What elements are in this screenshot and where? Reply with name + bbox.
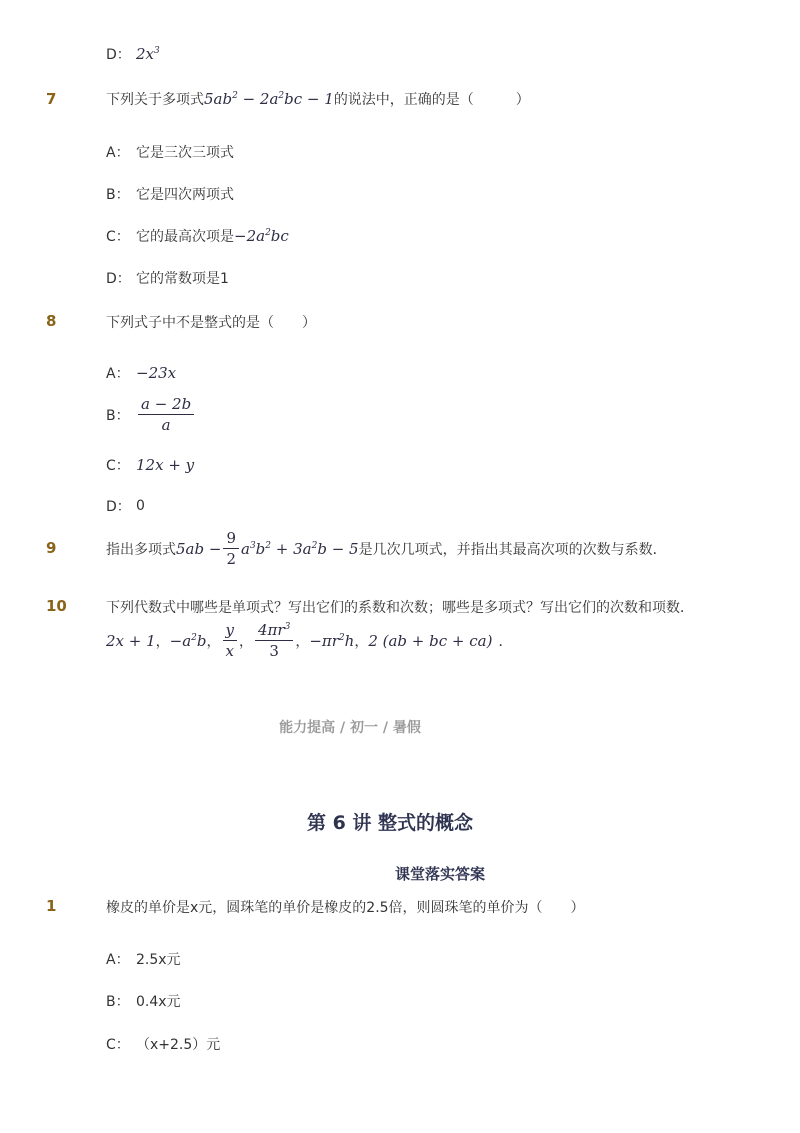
expression-1: 2x + 1 [106, 631, 156, 650]
question-text: 橡皮的单价是x元，圆珠笔的单价是橡皮的2.5倍，则圆珠笔的单价为（ ） [106, 900, 585, 916]
option-text: 它是四次两项式 [136, 187, 234, 203]
option-label: C： [106, 458, 130, 474]
option-label: C： [106, 229, 130, 245]
expression-3: $-\pi r^2h$ [309, 631, 355, 650]
option-math: −23x [136, 364, 177, 382]
q7-option-b [106, 184, 234, 204]
q8-option-a [106, 363, 176, 383]
expression-fraction-2 [255, 622, 293, 659]
question-text [106, 530, 667, 567]
question-text-before: 指出多项式 [106, 541, 176, 558]
fraction-numerator: y [223, 622, 237, 641]
question-number: 7 [46, 90, 57, 108]
option-fraction [138, 396, 194, 433]
q6-option-d [106, 44, 160, 64]
fraction-denominator: x [225, 642, 234, 660]
option-label: A： [106, 145, 130, 161]
question-fraction [223, 530, 239, 567]
question-number: 10 [46, 597, 67, 615]
option-text: 2.5x元 [136, 952, 181, 968]
option-label: B： [106, 994, 130, 1010]
fraction-denominator: 3 [269, 642, 279, 660]
question-number: 9 [46, 539, 57, 557]
lesson-title: 第 6 讲 整式的概念 [306, 812, 474, 834]
page-footer: 能力提高 / 初一 / 暑假 [279, 720, 421, 736]
option-text: 它的常数项是1 [136, 271, 229, 287]
question-text-before: 下列关于多项式 [106, 92, 204, 108]
fraction-numerator: 9 [223, 530, 239, 549]
q7-option-d [106, 268, 229, 288]
option-label: A： [106, 952, 130, 968]
option-label: C： [106, 1037, 130, 1053]
question-text: 下列代数式中哪些是单项式？写出它们的系数和次数；哪些是多项式？写出它们的次数和项数． [106, 600, 694, 616]
question-math-tail: $a^3b^2 + 3a^2b - 5$ [240, 539, 359, 558]
question-number: 1 [46, 897, 57, 915]
expression-fraction-1 [223, 622, 237, 659]
option-label: D： [106, 47, 131, 63]
option-math: $-2a^2bc$ [234, 227, 289, 245]
a1-option-b [106, 991, 181, 1011]
q8-option-c [106, 455, 194, 475]
separator: ， [155, 633, 170, 650]
sentence-end: ． [498, 633, 513, 650]
option-text: 0 [136, 498, 145, 514]
fraction-numerator: $4\pi r^3$ [255, 622, 293, 641]
separator: ， [295, 633, 310, 650]
question-text-after: 的说法中，正确的是（ ） [333, 92, 530, 108]
option-label: D： [106, 271, 131, 287]
separator: ， [239, 633, 253, 650]
a1-option-c [106, 1034, 220, 1054]
question-math-lead: 5ab − [176, 539, 222, 558]
question-number: 8 [46, 312, 57, 330]
a1-option-a [106, 949, 181, 969]
option-label: B： [106, 407, 130, 424]
option-label: D： [106, 499, 131, 515]
question-text-after: 是几次几项式，并指出其最高次项的次数与系数． [358, 541, 667, 558]
separator: ， [206, 633, 221, 650]
question-text [106, 89, 530, 109]
fraction-denominator: a [161, 416, 171, 434]
option-label: A： [106, 366, 130, 382]
option-math: $2x^3$ [136, 45, 160, 63]
expression-2: $-a^2b$ [169, 631, 207, 650]
fraction-numerator: a − 2b [138, 396, 194, 415]
question-expression-list [106, 622, 512, 659]
q8-option-b [106, 396, 196, 433]
option-label: B： [106, 187, 130, 203]
option-text: 它的最高次项是 [136, 229, 234, 245]
option-math: 12x + y [136, 456, 195, 474]
separator: ， [354, 633, 369, 650]
q7-option-c [106, 226, 289, 246]
q8-option-d [106, 496, 145, 516]
option-text: 它是三次三项式 [136, 145, 234, 161]
expression-4: 2 (ab + bc + ca) [368, 631, 493, 650]
q7-option-a [106, 142, 234, 162]
option-text: 0.4x元 [136, 994, 181, 1010]
fraction-denominator: 2 [226, 550, 236, 568]
section-title: 课堂落实答案 [394, 865, 485, 883]
question-math: $5ab^2 - 2a^2bc - 1$ [204, 90, 334, 108]
option-text: （x+2.5）元 [136, 1037, 221, 1053]
question-text: 下列式子中不是整式的是（ ） [106, 315, 316, 331]
